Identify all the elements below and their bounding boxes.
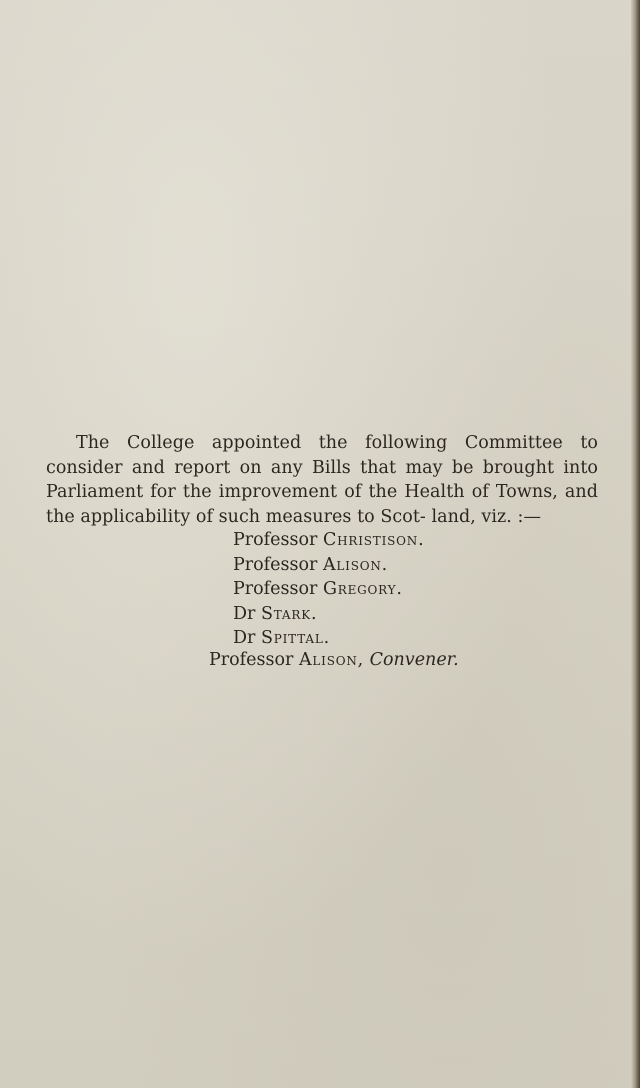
convener-line — [209, 648, 459, 673]
member-name: Alison. — [322, 554, 389, 575]
convener-role: Convener. — [369, 650, 459, 670]
convener-title: Professor — [209, 650, 294, 670]
convener-name: Alison, — [298, 650, 365, 670]
committee-paragraph: The College appointed the following Committee to consider and report on any Bills that may be brought into Parliament for the improvement of the Health of Towns, and the applicability of such measures to Scot- land, viz. :— — [46, 433, 598, 527]
member-item — [233, 626, 424, 651]
member-title: Dr — [233, 628, 256, 648]
member-title: Professor — [233, 530, 318, 550]
member-title: Professor — [233, 554, 318, 575]
member-list — [233, 528, 424, 651]
member-name: Gregory. — [322, 579, 403, 599]
member-title: Professor — [233, 579, 318, 599]
member-item — [233, 602, 424, 627]
member-title: Dr — [233, 603, 256, 624]
page-edge — [631, 0, 640, 1088]
member-name: Christison. — [322, 530, 425, 550]
member-name: Spittal. — [260, 628, 330, 648]
member-item — [233, 577, 424, 602]
member-item — [233, 528, 424, 553]
member-item — [233, 553, 424, 578]
member-name: Stark. — [260, 603, 318, 624]
